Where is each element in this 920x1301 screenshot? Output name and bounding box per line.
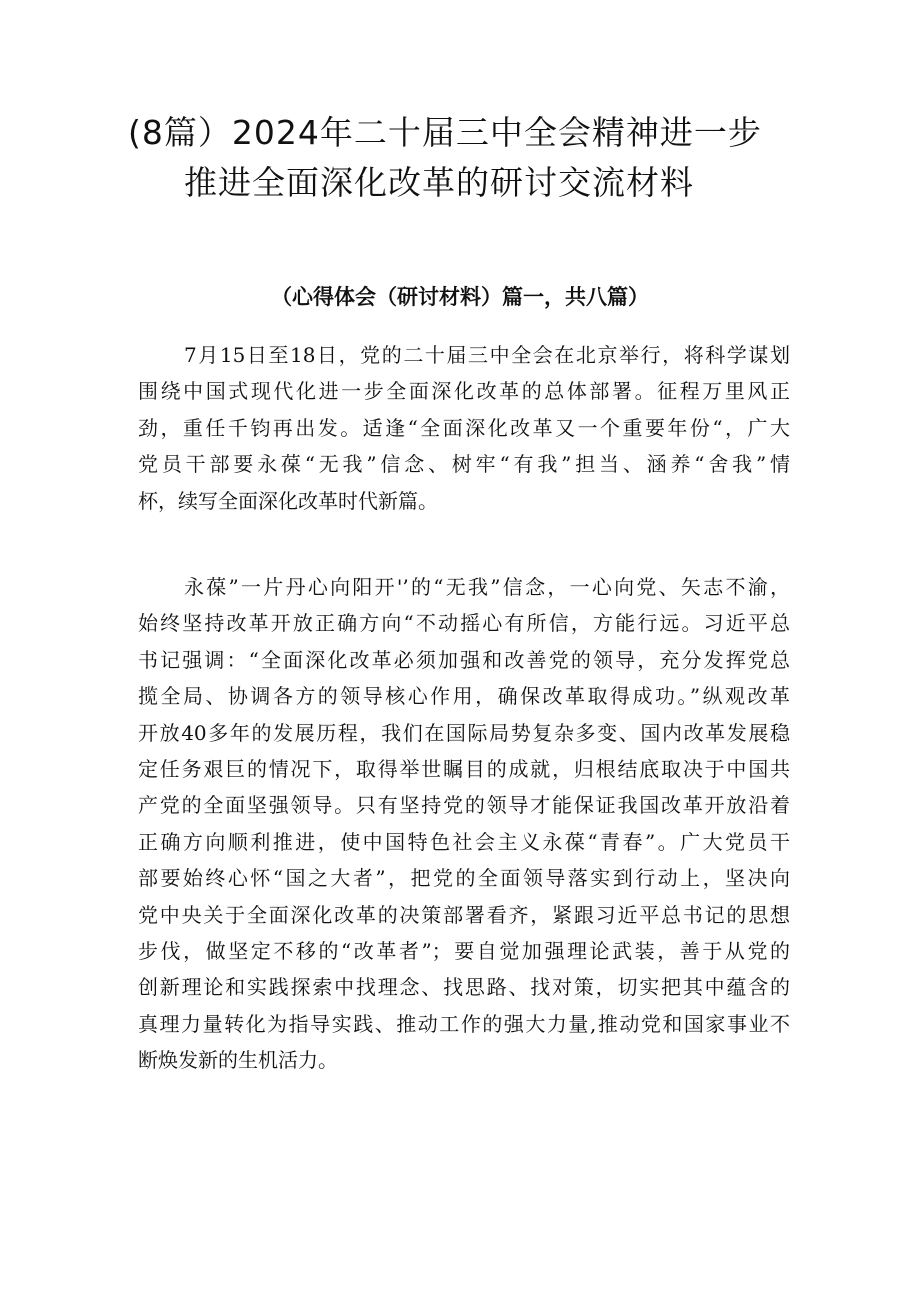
paragraph-line: 步伐，做坚定不移的“改革者”；要自觉加强理论武装，善于从党的 (138, 939, 790, 964)
paragraph-line: 断焕发新的生机活力。 (138, 1048, 338, 1073)
paragraph-line: 劲，重任千钧再出发。适逢“全面深化改革又一个重要年份“，广大 (138, 415, 790, 440)
paragraph-line: 产党的全面坚强领导。只有坚持党的领导才能保证我国改革开放沿着 (138, 793, 790, 818)
paragraph-line: 始终坚持改革开放正确方向“不动摇心有所信，方能行远。习近平总 (138, 611, 790, 636)
paragraph-line: 杯，续写全面深化改革时代新篇。 (138, 488, 438, 513)
paragraph-line: 党员干部要永葆“无我”信念、树牢“有我”担当、涵养“舍我”情 (138, 452, 790, 477)
paragraph-line: 正确方向顺利推进，使中国特色社会主义永葆“青春”。广大党员干 (138, 829, 790, 854)
paragraph-line: 书记强调：“全面深化改革必须加强和改善党的领导，充分发挥党总 (138, 647, 790, 672)
paragraph-line: 部要始终心怀“国之大者”，把党的全面领导落实到行动上，坚决向 (138, 866, 790, 891)
paragraph-line: 围绕中国式现代化进一步全面深化改革的总体部署。征程万里风正 (138, 379, 790, 404)
paragraph-2 (138, 569, 790, 1079)
paragraph-line: 定任务艰巨的情况下，取得举世瞩目的成就，归根结底取决于中国共 (138, 757, 790, 782)
paragraph-line: 揽全局、协调各方的领导核心作用，确保改革取得成功。”纵观改革 (138, 684, 790, 709)
paragraph-line: 真理力量转化为指导实践、推动工作的强大力量,推动党和国家事业不 (138, 1011, 790, 1036)
paragraph-line: 创新理论和实践探索中找理念、找思路、找对策，切实把其中蕴含的 (138, 975, 790, 1000)
paragraph-line: 开放40多年的发展历程，我们在国际局势复杂多变、国内改革发展稳 (138, 720, 790, 745)
paragraph-line: 永葆”一片丹心向阳开'’的“无我”信念，一心向党、矢志不渝， (184, 575, 790, 599)
document-subtitle: （心得体会（研讨材料）篇一，共八篇） (271, 285, 649, 309)
title-line-1: (8篇）2024年二十届三中全会精神进一步 (128, 113, 762, 152)
paragraph-line: 7月15日至18日，党的二十届三中全会在北京举行，将科学谋划 (184, 343, 790, 367)
title-line-2: 推进全面深化改革的研讨交流材料 (184, 163, 694, 202)
paragraph-line: 党中央关于全面深化改革的决策部署看齐，紧跟习近平总书记的思想 (138, 902, 790, 927)
paragraph-1 (138, 337, 790, 519)
document-title (128, 108, 848, 208)
